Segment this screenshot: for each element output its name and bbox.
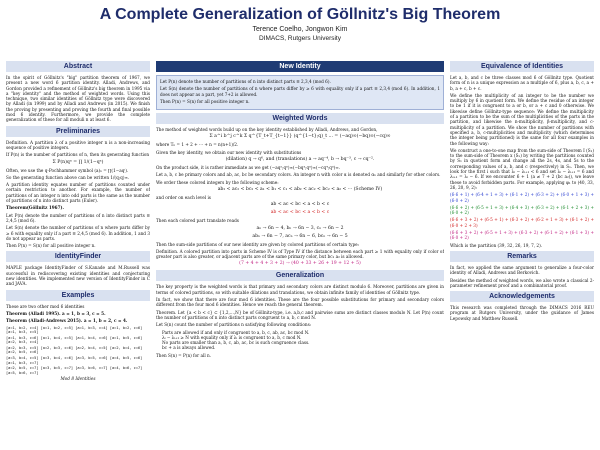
level-order-2: ab < ac < bc < a < b < c	[270, 210, 330, 216]
gollnitz-theorem-conclusion: Then P(n) = S(n) for all positive integer n.	[6, 243, 96, 249]
new-identity-box	[156, 75, 444, 110]
partition-identity-text: A partition identity equates number of partitions counted under certain restriction to another. For example, the number of partitions of an integer n into odd parts is the same as the number of partitions of n into distinct parts (Euler).	[6, 182, 150, 204]
definition-partition: Definition. A partition λ of a positive integer n is a non-increasing sequence of positive integers.	[6, 139, 150, 150]
generalization-text-1: The key property is the weighted words is that primary and secondary colors are distinct modulo 6. Moreover, partitions are given in terms of colored partitions, so with suitable dilations and translations, we obtain infinite family of identities of Göllnitz type.	[156, 284, 444, 295]
condition-item: • λᵢ − λᵢ₊₁ ≥ N with equality only if λᵢ is congruent to a, b, c mod N.	[162, 335, 444, 340]
abstract-heading: Abstract	[6, 61, 150, 72]
gollnitz-theorem-heading: Theorem(Göllnitz 1967).	[6, 205, 64, 211]
right-column	[450, 58, 594, 444]
middle-column	[156, 58, 444, 444]
gf-rewrite-text: So the generating function above can be written 1/(q;q)∞.	[6, 174, 130, 180]
code-line: [a=2, b=3, c=5] [a=2, b=3, c=6] [a=2, b=4, c=5] [a=2, b=4, c=6] [a=2, b=5, c=6]	[6, 345, 143, 355]
level-order-1: ab < ac < bc < a < b < c	[270, 202, 330, 208]
condition-item: • bc + a is always allowed.	[162, 345, 444, 350]
generating-function-eq: Σ P(n)qⁿ = ∏ 1/(1−qⁿ)	[52, 159, 104, 165]
identityfinder-text: MAPLE package IdentityFinder of S.Kanade and M.Russell was successful in rediscovering existing identities and conjecturing new identities. We implemented new version of IdentityFinder in C and JAVA.	[6, 265, 150, 287]
left-column	[6, 58, 150, 444]
example-line: (6·6 + 1) + (6·4 + 1 + 3) + (6·1 + 2) + (6·3 + 2) + (6·0 + 1 + 3) + (6·0 + 2)	[450, 192, 594, 203]
translation-secondary: abₙ → 6n − 7, acₙ → 6n − 6, bcₙ → 6n − 5	[252, 233, 348, 239]
affiliation: DIMACS, Rutgers University	[259, 35, 341, 42]
pochhammer-text: Often, we use the q-Pochhammer symbol (a)ₙ = ∏(1−aqⁱ).	[6, 167, 129, 173]
gollnitz-theorem-p: Let P(n) denote the number of partitions of n into distinct parts ≡ 2,4,5 (mod 6).	[6, 212, 150, 223]
code-line: [a=3, b=4, c=5] [a=3, b=4, c=6] [a=3, b=5, c=6] [a=4, b=5, c=6] [a=1, b=3, c=7]	[6, 356, 143, 365]
key-identity-eq: Σ a^i b^j c^k Σ q^{T_t+T_{t−1}} (q^{1−t};q)_t ... = (−aq)∞(−bq)∞(−cq)∞	[209, 134, 391, 140]
remarks-heading: Remarks	[450, 251, 594, 262]
example-theorem-alladi-andrews: Theorem (Alladi-Andrews 2015). a = 1, b = 2, c = 4.	[6, 318, 128, 324]
generalization-heading: Generalization	[156, 270, 444, 281]
equivalence-text-2: We define the multiplicity of an integer to be the number we multiply by 6 in quotient form. We define the residue of an integer to be 1 if it is congruent to a or b, or a + c and 0 otherwise. We likewise define Göllnitz-type sequence: We define the multiplicity of a partition to be the sum of the multiplicities of the parts in the partition, and likewise the n-multiplicity, β-multiplicity, and c-multiplicity of a partition. We show the number of partitions with specified a, b, c-multiplicities and multiplicity (which determines the integer being partitioned) is the same for all four examples in the following way:	[450, 92, 594, 146]
abstract-text: In the spirit of Göllnitz's "big" partition theorem of 1967, we present a new word 6 partition identity. Alladi, Andrews, and Gordon provided a refinement of Göllnitz's big theorem in 1995 via a "key identity" and the method of weighted words. Using this technique, two similar identities of Göllnitz type were discovered by Alladi (in 1999) and by Alladi and Andrews (in 2015). We finish the proving by presenting and proving the fourth and final possible mod 6 identity. Furthermore, we provide the complete generalization of these for all moduli n at least 6.	[6, 75, 150, 123]
triangular-numbers: where Tₙ = 1 + 2 + ··· + n = n(n+1)/2.	[156, 142, 239, 148]
new-identity-heading: New Identity	[156, 61, 444, 72]
level-order-intro: and order on each level is	[156, 194, 211, 200]
ordering-intro: We order these colored integers by the following scheme:	[156, 179, 279, 185]
general-conclusion: Then S(n) = P(n) for all n.	[156, 352, 212, 358]
substitution-intro: Given the key identity, we obtain our new identity with substitutions	[156, 149, 302, 155]
examples-heading: Examples	[6, 290, 150, 301]
code-line: [a=2, b=5, c=7] [a=3, b=5, c=7] [a=3, b=6, c=7] [a=4, b=6, c=7] [a=5, b=6, c=7]	[6, 366, 143, 375]
example-line: (6·6 + 2) + (6·5 + 1 + 3) + (6·4 + 3) + (6·3 + 2) + (6·1 + 2 + 3) + (6·0 + 2)	[450, 204, 594, 216]
mod-8-note: Mod 8 Identities	[60, 376, 96, 382]
preliminaries-heading: Preliminaries	[6, 126, 150, 137]
equivalence-text-1: Let a, b, and c be three classes mod 6 of Göllnitz type. Quotient form of n is a unique expression as a multiple of 6, plus a, b, c, a + b, a + c, b + c.	[450, 75, 594, 91]
code-line: [a=1, b=3, c=6] [a=1, b=4, c=5] [a=1, b=4, c=6] [a=1, b=5, c=6] [a=2, b=3, c=4]	[6, 335, 143, 345]
example-line: (6·6 + 3 + 2) + (6·5 + 1 + 3) + (6·3 + 2) + (6·1 + 2) + (6·1 + 3) + (6·0 + 2)	[450, 230, 594, 241]
substitution-eq: (dilation) q → q⁶, and (translations) a → aq⁻⁴, b → bq⁻³, c → cq⁻².	[225, 157, 375, 163]
key-identity-intro: The method of weighted words build up on the key identity established by Alladi, Andrews, and Gordon,	[156, 127, 378, 133]
remark-2: Besides the method of weighted words, we also wrote a classical 2-parameter refinement proof and a combinatorial proof.	[450, 277, 594, 288]
poster-title: A Complete Generalization of Göllnitz's Big Theorem	[99, 6, 501, 23]
colors-text: Let a, b, c be primary colors and ab, ac, bc be secondary colors. An integer n with color α is denoted αₙ and similarly for other colors.	[156, 172, 441, 178]
condition-item: • Parts are allowed if and only if congruent to a, b, c, ab, ac, bc mod N.	[162, 330, 444, 335]
example-partition: (7 + 4 + 4 + 3 + 2) → (40 + 33 + 26 + 19 + 12 + 5)	[239, 261, 361, 267]
new-identity-s: Let S(n) denote the number of partitions of n where parts differ by ≥ 6 with equality only if a part ≡ 2,3,4 (mod 6). In addition, 1 does not appear as a part, yet 7+2 is allowed.	[160, 86, 440, 97]
equivalence-text-3: We construct a one-to-one map from the sum-side of Theorem I (S₁) to the sum-side of Theorem x (Sₓ) by writing the partitions counted by S₁ in quotient form and change all the 2s, 4s, and 5s to the corresponding values of a, b, and c (respectively) in Sₓ. Then, we look for the first i such that λᵢ − λᵢ₊₁ < 6 and set λᵢ − λᵢ₊₁ = 6 and λᵢ₊₁ = λᵢ − 6. If we encounter 6 + 1 (a ≠ 7 + 2 (bc a₂)), we leave these to avoid forbidden parts. For example, applying φ₁ to (40, 33, 26, 20, 9, 2):	[450, 147, 594, 190]
translation-intro: Then each colored part translate reads	[156, 218, 239, 224]
examples-intro: These are two other mod 6 identities	[6, 303, 85, 309]
example-theorem-alladi: Theorem (Alladi 1995). a = 1, b = 3, c = 5.	[6, 310, 106, 316]
authors: Terence Coelho, Jongwon Kim	[252, 26, 348, 33]
generalization-text-2: In fact, we show that there are four mod 6 identities. These are the four possible substitutions for primary and secondary colors different from the four mod 6 identities. Hence we reach the general theorem.	[156, 297, 444, 308]
identityfinder-heading: IdentityFinder	[6, 251, 150, 262]
conditions-list	[162, 330, 444, 351]
remark-1: In fact, we applied the same argument to generalize a four-color identity of Alladi, Andrews and Berkovich.	[450, 264, 594, 276]
code-line: [a=1, b=2, c=4] [a=1, b=2, c=5] [a=1, b=3, c=4] [a=1, b=2, c=6] [a=1, b=3, c=5]	[6, 325, 143, 335]
conditions-intro: Let S(n) count the number of partitions n satisfying following conditions:	[156, 322, 312, 328]
sum-side-text: Then the sum-side partitions of our new identity are given by colored partitions of certain type:	[156, 241, 360, 247]
product-side-text: On the product side, it is rather immediate as we get (−aq²;q⁶)∞(−bq³;q⁶)∞(−cq⁴;q⁶)∞.	[156, 165, 341, 171]
type-iv-definition: Definition. A colored partition into parts in Scheme IV is of Type IV if the distance between each part ≥ 1 with equality only if color of greater part is also greater, or adjacent parts are of the same primary color, but bc₁ a₂ is allowed.	[156, 248, 444, 260]
generating-function-text: If P(n) is the number of partitions of n, then its generating function	[6, 152, 150, 158]
example-line: (6·6 + 3 + 2) + (6·5 + 1) + (6·3 + 2) + (6·2 + 1 + 3) + (6·1 + 2) + (6·0 + 2 + 3)	[450, 217, 594, 228]
translation-primary: aₙ → 6n − 4, bₙ → 6n − 3, cₙ → 6n − 2	[256, 225, 344, 231]
acknowledgements-heading: Acknowledgements	[450, 291, 594, 302]
condition-item: • No parts are smaller than a, b, c, ab, ac, bc is such congruence class.	[162, 340, 444, 345]
new-identity-conclusion: Then P(n) = S(n) for all positive integer n.	[160, 98, 250, 104]
equivalence-result: Which is the partition (39, 32, 26, 19, 7, 2).	[450, 242, 543, 248]
weighted-words-heading: Weighted Words	[156, 113, 444, 124]
scheme-iv-order: ab₂ < ac₂ < bc₂ < a₁ < b₁ < c₁ < ab₂ < ac₂ < bc₂ < a₂ < ··· (Scheme IV)	[217, 186, 383, 192]
new-identity-p: Let P(n) denote the number of partitions of n into distinct parts ≡ 2,3,4 (mod 6).	[160, 79, 331, 84]
equivalence-heading: Equivalence of Identities	[450, 61, 594, 72]
acknowledgements-text: This research was completed through the DIMACS 2016 REU program at Rutgers University, under the guidance of James Lepowsky and Matthew Russell.	[450, 305, 594, 321]
general-theorem: Theorem. Let {a < b < c} ⊂ {1,2,...,N} be of Göllnitz-type, i.e. a,b,c and pairwise sums are distinct classes modulo N. Let P(n) count the number of partitions of n into distinct parts congruent to a, b, c mod N.	[156, 309, 444, 320]
gollnitz-theorem-s: Let S(n) denote the number of partitions of n where parts differ by ≥ 6 with equality only if a part ≡ 2,4,5 (mod 6). In addition, 1 and 3 do not appear as parts.	[6, 225, 150, 241]
